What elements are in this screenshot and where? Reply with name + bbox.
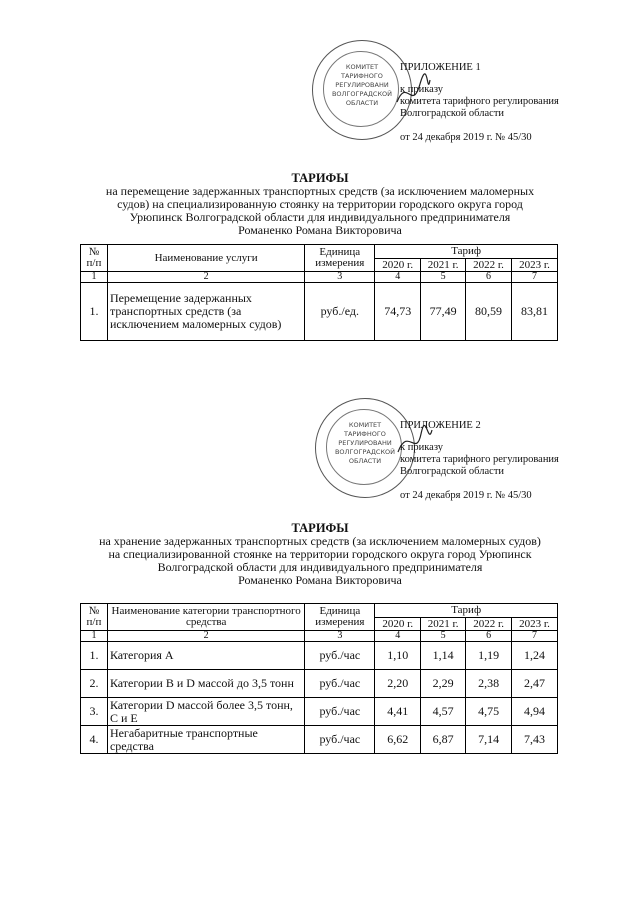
table-row: 3. Категории D массой более 3,5 тонн, С и Е руб./час 4,41 4,57 4,75 4,94 [81, 698, 558, 726]
col-name: Наименование категории транспортного средства [107, 604, 304, 631]
col-unit: Единица измерения [305, 604, 375, 631]
year-header: 2020 г. [375, 618, 421, 631]
col-tariff: Тариф [375, 245, 558, 259]
appendix-title: ПРИЛОЖЕНИЕ 1 [400, 62, 481, 73]
year-header: 2021 г. [421, 618, 466, 631]
index-row: 1 2 3 4 5 6 7 [81, 631, 558, 642]
doc1-heading: ТАРИФЫ на перемещение задержанных транспортных средств (за исключением маломерных судов) на специализированную стоянку на территории городского округа город Урюпинск Волгоградской области для индивидуального предпринимателя Романенко Романа Викторовича [60, 172, 580, 237]
doc2-title: ТАРИФЫ [291, 521, 349, 535]
year-header: 2020 г. [375, 259, 421, 272]
official-stamp-2: КОМИТЕТ ТАРИФНОГО РЕГУЛИРОВАНИ ВОЛГОГРАДСКОЙ ОБЛАСТИ [315, 398, 415, 498]
year-header: 2022 г. [466, 618, 512, 631]
index-row: 1 2 3 4 5 6 7 [81, 272, 558, 283]
table-row: 1. Перемещение задержанных транспортных средств (за исключением маломерных судов) руб./ед. 74,73 77,49 80,59 83,81 [81, 283, 558, 341]
col-unit: Единица измерения [305, 245, 375, 272]
tariff-table-1 [80, 244, 558, 341]
appendix-title: ПРИЛОЖЕНИЕ 2 [400, 420, 481, 431]
table-row: 4. Негабаритные транспортные средства руб./час 6,62 6,87 7,14 7,43 [81, 726, 558, 754]
year-header: 2023 г. [512, 618, 558, 631]
tariff-table-2 [80, 603, 558, 754]
doc1-title: ТАРИФЫ [291, 171, 349, 185]
year-header: 2021 г. [421, 259, 466, 272]
col-num: № п/п [81, 245, 108, 272]
official-stamp-1: КОМИТЕТ ТАРИФНОГО РЕГУЛИРОВАНИ ВОЛГОГРАДСКОЙ ОБЛАСТИ [312, 40, 412, 140]
col-num: № п/п [81, 604, 108, 631]
col-name: Наименование услуги [107, 245, 304, 272]
year-header: 2023 г. [512, 259, 558, 272]
doc2-heading: ТАРИФЫ на хранение задержанных транспортных средств (за исключением маломерных судов) на специализированной стоянке на территории городского округа город Урюпинск Волгоградской области для индивидуального предпринимателя Романенко Романа Викторовича [60, 522, 580, 587]
table-row: 2. Категории В и D массой до 3,5 тонн руб./час 2,20 2,29 2,38 2,47 [81, 670, 558, 698]
col-tariff: Тариф [375, 604, 558, 618]
appendix-block-1: ПРИЛОЖЕНИЕ 1 к приказу комитета тарифного регулирования Волгоградской области от 24 декабря 2019 г. № 45/30 [400, 62, 559, 143]
table-row: 1. Категория А руб./час 1,10 1,14 1,19 1,24 [81, 642, 558, 670]
year-header: 2022 г. [466, 259, 512, 272]
appendix-block-2: ПРИЛОЖЕНИЕ 2 к приказу комитета тарифного регулирования Волгоградской области от 24 декабря 2019 г. № 45/30 [400, 420, 559, 501]
